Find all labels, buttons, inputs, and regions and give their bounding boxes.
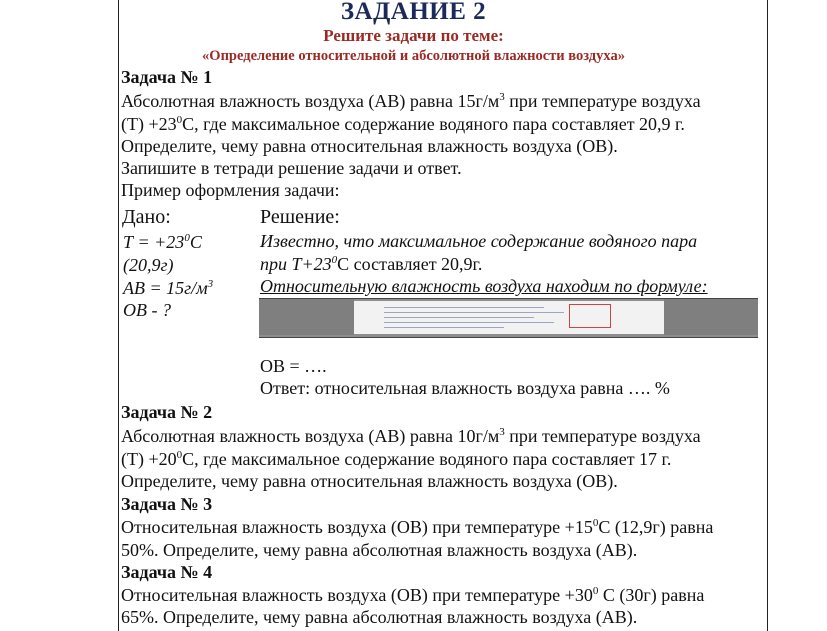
solution-line2-tail: С составляет 20,9г. (337, 254, 483, 274)
given-ab-text: АВ = 15г/м (123, 278, 208, 298)
task4-heading: Задача № 4 (121, 562, 213, 582)
task3-line1 (121, 517, 713, 538)
task3-line1-sup: 0 (592, 517, 599, 529)
given-temperature-text: Т = +23 (123, 232, 185, 252)
task4-line1-tail: С (30г) равна (598, 585, 705, 605)
given-ov: ОВ - ? (123, 300, 171, 320)
task4-line1-sup: 0 (592, 585, 599, 597)
given-ab (123, 278, 213, 299)
task3-line1-tail: С (12,9г) равна (598, 517, 714, 537)
task1-line2-sup: 0 (176, 114, 183, 126)
task1-heading: Задача № 1 (121, 67, 213, 87)
task1-line1-sup: 3 (499, 91, 505, 103)
page-title: ЗАДАНИЕ 2 (340, 0, 487, 25)
task4-line1 (121, 585, 704, 606)
given-ab-sup: 3 (207, 278, 214, 290)
task1-line4: Запишите в тетради решение задачи и ответ. (121, 158, 462, 178)
solution-line3: Относительную влажность воздуха находим по формуле: (260, 276, 708, 296)
task1-line5: Пример оформления задачи: (121, 180, 340, 200)
formula-image-left-margin (259, 299, 354, 335)
task2-heading: Задача № 2 (121, 402, 213, 422)
task2-line1-sup: 3 (499, 426, 505, 438)
solution-line1: Известно, что максимальное содержание водяного пара (260, 231, 698, 251)
task2-line2-text: (Т) +20 (121, 449, 177, 469)
task2-line2-sup: 0 (176, 449, 183, 461)
given-label: Дано: (122, 206, 171, 228)
task2-line2 (121, 449, 671, 470)
task3-heading: Задача № 3 (121, 494, 213, 514)
formula-image-right-margin (664, 299, 758, 335)
task2-line1 (121, 426, 701, 447)
given-temperature (123, 232, 202, 253)
task2-line1-tail: при температуре воздуха (504, 426, 701, 446)
formula-image (259, 298, 758, 338)
task1-line2-tail: С, где максимальное содержание водяного пара составляет 20,9 г. (182, 114, 685, 134)
example-answer: Ответ: относительная влажность воздуха равна …. % (260, 378, 670, 398)
task2-line2-tail: С, где максимальное содержание водяного пара составляет 17 г. (182, 449, 672, 469)
given-temperature-unit: С (189, 232, 202, 252)
solution-line2 (260, 254, 482, 275)
task1-line3: Определите, чему равна относительная влажность воздуха (ОВ). (121, 136, 618, 156)
formula-image-page (354, 301, 664, 334)
task4-line2: 65%. Определите, чему равна абсолютная влажность воздуха (АВ). (121, 607, 638, 627)
task2-line1-text: Абсолютная влажность воздуха (АВ) равна 10г/м (121, 426, 500, 446)
solution-line2-sup: 0 (331, 254, 338, 266)
task1-line1 (121, 91, 701, 112)
given-temperature-sup: 0 (184, 232, 190, 244)
task1-line2 (121, 114, 685, 135)
page-subtitle: Решите задачи по теме: (323, 26, 504, 45)
task3-line1-text: Относительная влажность воздуха (ОВ) при температуре +15 (121, 517, 593, 537)
topic-title: «Определение относительной и абсолютной влажности воздуха» (202, 48, 625, 64)
task1-line2-text: (Т) +23 (121, 114, 177, 134)
task4-line1-text: Относительная влажность воздуха (ОВ) при температуре +30 (121, 585, 593, 605)
given-max: (20,9г) (123, 255, 174, 275)
task1-line1-text: Абсолютная влажность воздуха (АВ) равна 15г/м (121, 91, 500, 111)
task3-line2: 50%. Определите, чему равна абсолютная влажность воздуха (АВ). (121, 540, 638, 560)
formula-image-highlight (569, 304, 611, 328)
task1-line1-tail: при температуре воздуха (504, 91, 701, 111)
task2-line3: Определите, чему равна относительная влажность воздуха (ОВ). (121, 471, 618, 491)
ov-result: ОВ = …. (260, 356, 327, 376)
solution-line2-text: при Т+23 (260, 254, 332, 274)
solution-label: Решение: (260, 206, 340, 228)
